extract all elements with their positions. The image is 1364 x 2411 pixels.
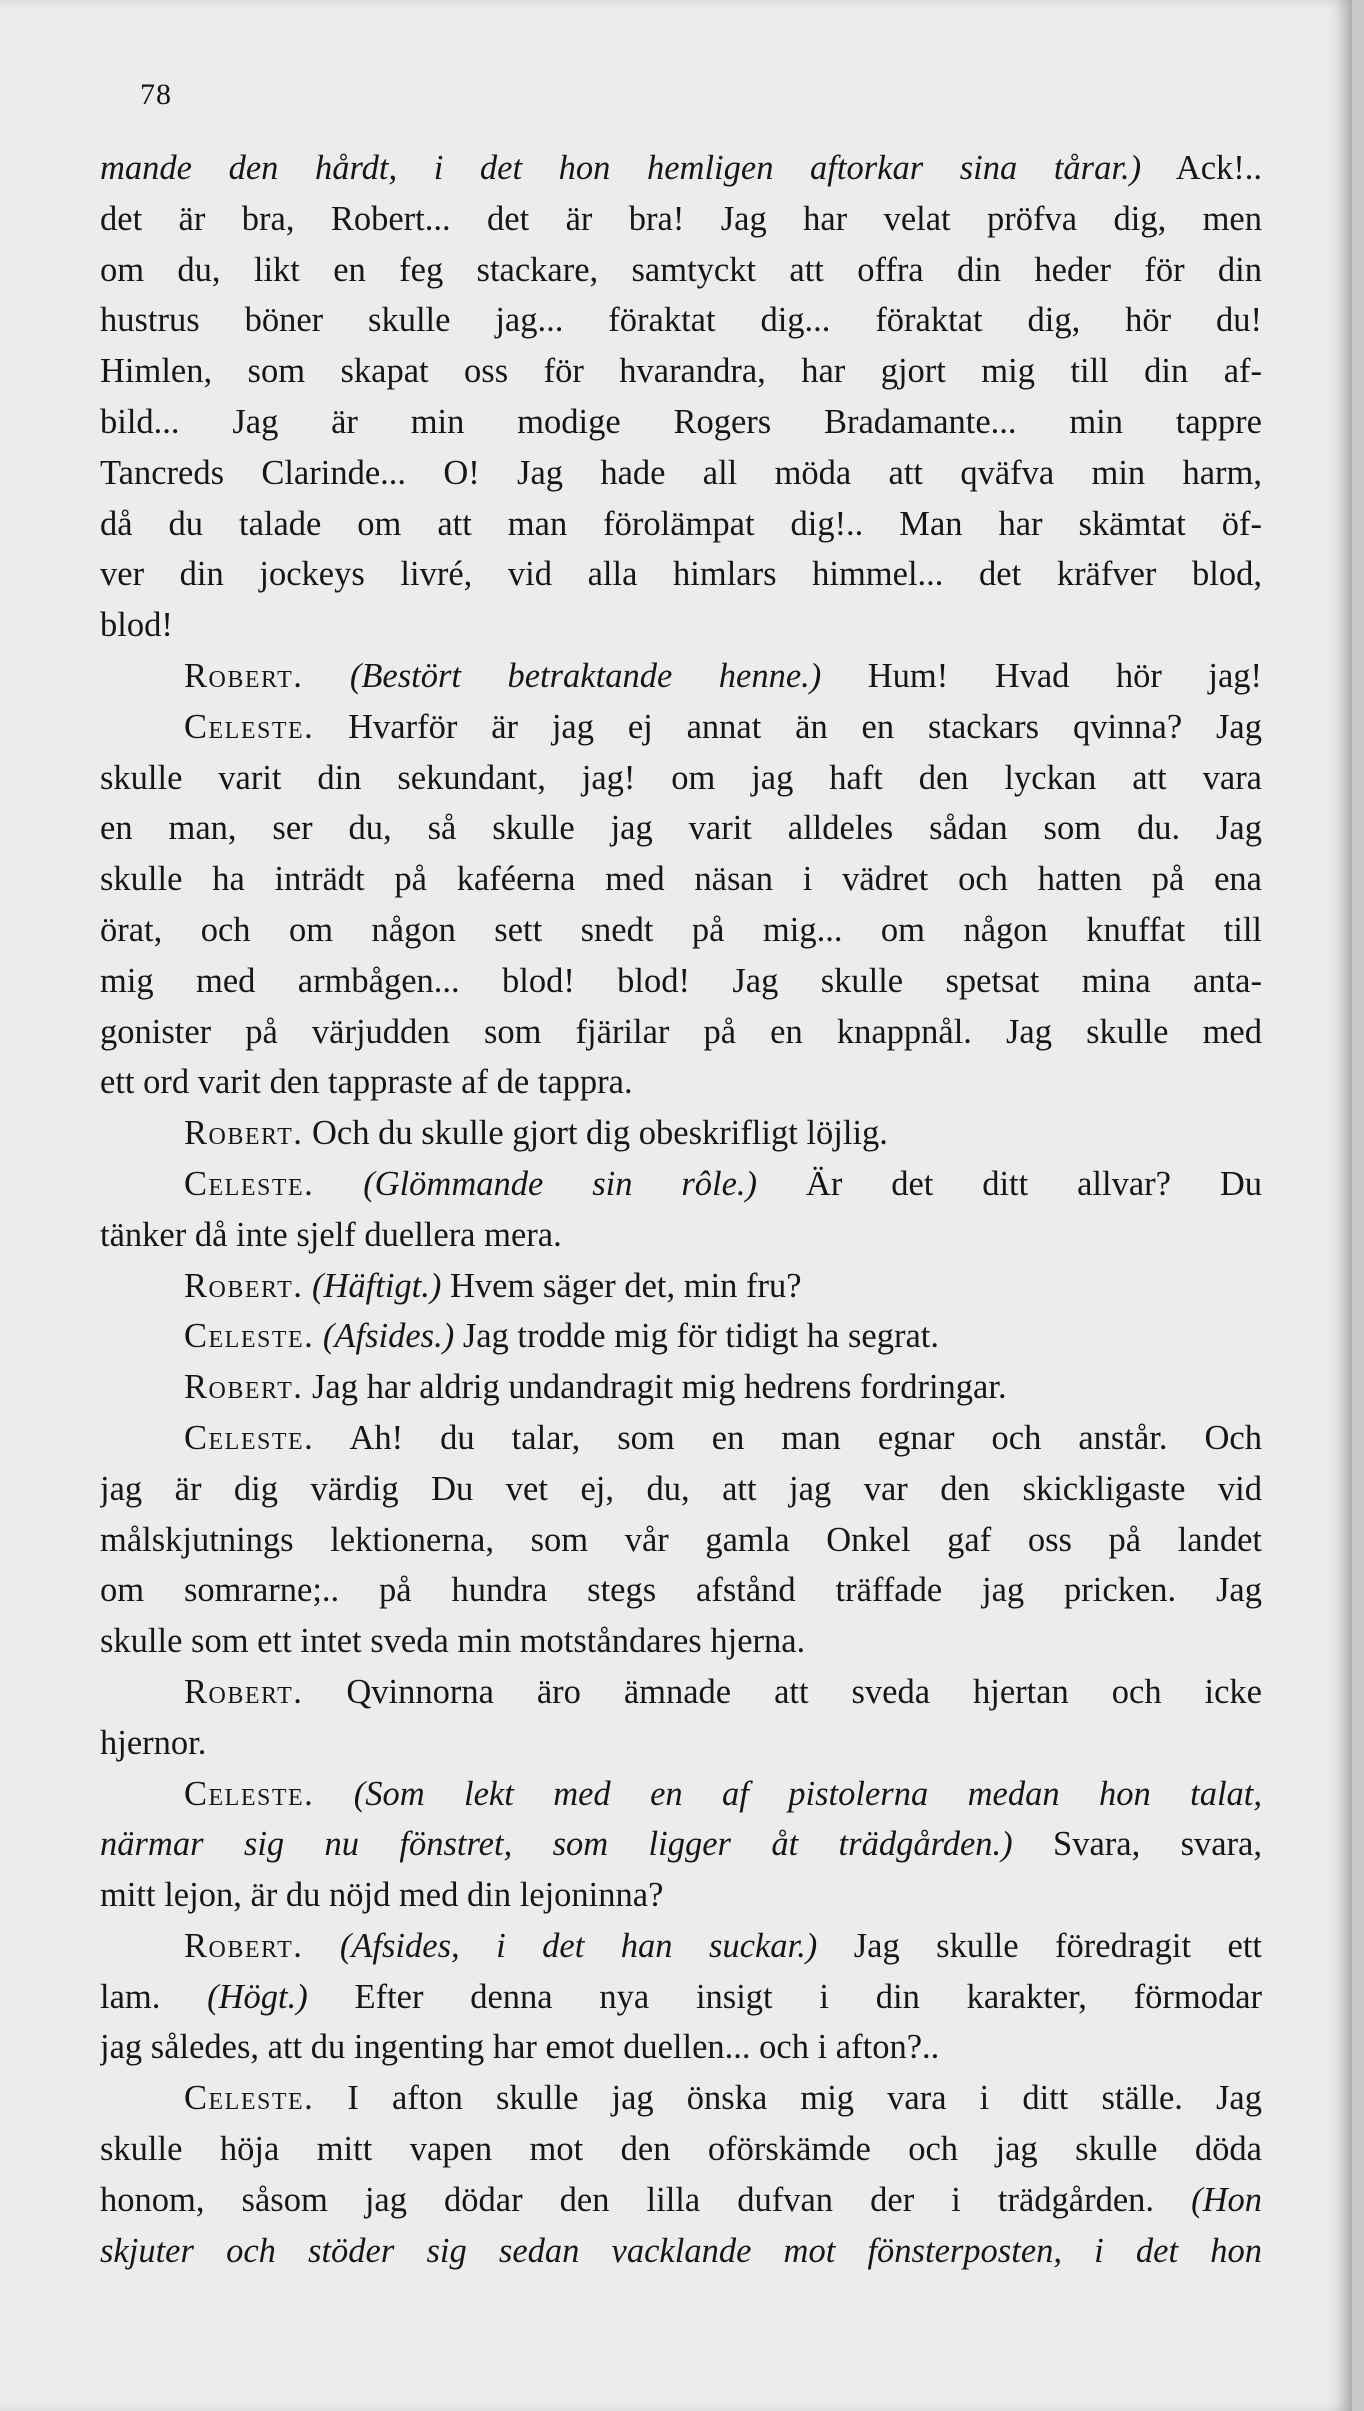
line-text: det är bra, Robert... det är bra! Jag har velat pröfva dig, men (100, 199, 1262, 238)
line-text: Jag skulle föredragit ett (817, 1926, 1262, 1965)
line-text: blod! (100, 606, 173, 645)
speaker-name: Celeste. (184, 2079, 315, 2118)
text-line (100, 1718, 1262, 1769)
page-number: 78 (140, 78, 172, 111)
line-text: Hvarför är jag ej annat än en stackars qvinna? Jag (314, 707, 1262, 746)
line-text: Qvinnorna äro ämnade att sveda hjertan och icke (303, 1672, 1262, 1711)
text-line (100, 2124, 1262, 2175)
text-line (100, 1921, 1262, 1972)
text-line (100, 956, 1262, 1007)
text-line (100, 2226, 1262, 2277)
text-line (100, 346, 1262, 397)
text-line (100, 1972, 1262, 2023)
line-text: då du talade om att man förolämpat dig!.. Man har skämtat öf- (100, 504, 1262, 543)
text-line (100, 1311, 1262, 1362)
speaker-name: Robert. (184, 656, 304, 695)
text-line (100, 1159, 1262, 1210)
text-line (100, 1007, 1262, 1058)
stage-direction: närmar sig nu fönstret, som ligger åt trädgården.) (100, 1825, 1013, 1864)
line-text: Himlen, som skapat oss för hvarandra, har gjort mig till din af- (100, 352, 1262, 391)
text-line (100, 702, 1262, 753)
text-line (100, 2073, 1262, 2124)
line-text: lam. (100, 1977, 208, 2016)
line-text: Är det ditt allvar? Du (757, 1164, 1262, 1203)
line-text: hjernor. (100, 1723, 207, 1762)
text-line (100, 1210, 1262, 1261)
stage-direction: (Som lekt med en af pistolerna medan hon talat, (353, 1774, 1262, 1813)
line-text (314, 1165, 363, 1203)
text-line (100, 1108, 1262, 1159)
line-text: Hum! Hvad hör jag! (821, 656, 1262, 695)
speaker-name: Celeste. (184, 707, 315, 746)
speaker-name: Robert. (184, 1926, 304, 1965)
text-line (100, 1464, 1262, 1515)
stage-direction: skjuter och stöder sig sedan vacklande mot fönsterposten, i det hon (100, 2231, 1262, 2270)
speaker-name: Robert. (184, 1114, 304, 1153)
text-line (100, 1667, 1262, 1718)
stage-direction: (Afsides, i det han suckar.) (339, 1926, 818, 1965)
line-text: skulle ha inträdt på kaféerna med näsan i vädret och hatten på ena (100, 860, 1262, 899)
text-line (100, 651, 1262, 702)
text-line (100, 803, 1262, 854)
text-line (100, 1413, 1262, 1464)
line-text: skulle varit din sekundant, jag! om jag haft den lyckan att vara (100, 758, 1262, 797)
text-line (100, 1870, 1262, 1921)
line-text: Jag trodde mig för tidigt ha segrat. (454, 1317, 939, 1356)
line-text: ver din jockeys livré, vid alla himlars himmel... det kräfver blod, (100, 555, 1262, 594)
line-text: skulle som ett intet sveda min motståndares hjerna. (100, 1622, 806, 1661)
line-text (303, 657, 349, 695)
text-line (100, 905, 1262, 956)
stage-direction: (Häftigt.) (312, 1266, 442, 1305)
speaker-name: Robert. (184, 1266, 304, 1305)
line-text (303, 1267, 312, 1305)
text-line (100, 245, 1262, 296)
line-text: honom, såsom jag dödar den lilla dufvan der i trädgården. (100, 2180, 1192, 2219)
line-text: om somrarne;.. på hundra stegs afstånd träffade jag pricken. Jag (100, 1571, 1262, 1610)
text-line (100, 448, 1262, 499)
line-text (314, 1775, 353, 1813)
text-line (100, 1362, 1262, 1413)
text-line (100, 194, 1262, 245)
line-text: Ah! du talar, som en man egnar och anstår. Och (314, 1418, 1262, 1457)
line-text: Svara, svara, (1012, 1825, 1262, 1864)
text-line (100, 295, 1262, 346)
line-text: mitt lejon, är du nöjd med din lejoninna? (100, 1876, 664, 1915)
text-line (100, 1515, 1262, 1566)
speaker-name: Celeste. (184, 1317, 315, 1356)
text-line (100, 1057, 1262, 1108)
text-line (100, 1769, 1262, 1820)
page-text (100, 143, 1262, 2276)
text-line (100, 2175, 1262, 2226)
text-line (100, 1261, 1262, 1312)
line-text: jag således, att du ingenting har emot duellen... och i afton?.. (100, 2028, 940, 2067)
line-text: bild... Jag är min modige Rogers Bradamante... min tappre (100, 402, 1262, 441)
line-text: ett ord varit den tappraste af de tappra. (100, 1063, 633, 1102)
line-text: om du, likt en feg stackare, samtyckt att offra din heder för din (100, 250, 1262, 289)
speaker-name: Robert. (184, 1368, 304, 1407)
text-line (100, 1819, 1262, 1870)
text-line (100, 549, 1262, 600)
text-line (100, 1616, 1262, 1667)
text-line (100, 143, 1262, 194)
text-line (100, 1565, 1262, 1616)
stage-direction: (Hon (1191, 2180, 1262, 2219)
line-text: I afton skulle jag önska mig vara i ditt ställe. Jag (314, 2079, 1262, 2118)
line-text: Tancreds Clarinde... O! Jag hade all möda att qväfva min harm, (100, 453, 1262, 492)
text-line (100, 499, 1262, 550)
stage-direction: (Glömmande sin rôle.) (363, 1164, 758, 1203)
speaker-name: Celeste. (184, 1164, 315, 1203)
text-line (100, 753, 1262, 804)
line-text (303, 1927, 339, 1965)
line-text: en man, ser du, så skulle jag varit alldeles sådan som du. Jag (100, 809, 1262, 848)
stage-direction: (Högt.) (207, 1977, 308, 2016)
speaker-name: Celeste. (184, 1418, 315, 1457)
line-text: tänker då inte sjelf duellera mera. (100, 1215, 562, 1254)
line-text: örat, och om någon sett snedt på mig... om någon knuffat till (100, 910, 1262, 949)
line-text: Ack!.. (1141, 149, 1262, 187)
line-text: Efter denna nya insigt i din karakter, förmodar (307, 1977, 1262, 2016)
line-text: Hvem säger det, min fru? (441, 1266, 802, 1305)
line-text (314, 1317, 323, 1355)
line-text: målskjutnings lektionerna, som vår gamla Onkel gaf oss på landet (100, 1520, 1262, 1559)
line-text: mig med armbågen... blod! blod! Jag skulle spetsat mina anta- (100, 961, 1262, 1000)
speaker-name: Robert. (184, 1672, 304, 1711)
stage-direction: (Bestört betraktande henne.) (349, 656, 822, 695)
stage-direction: mande den hårdt, i det hon hemligen aftorkar sina tårar.) (100, 149, 1142, 187)
text-line (100, 2022, 1262, 2073)
line-text: Jag har aldrig undandragit mig hedrens fordringar. (303, 1368, 1007, 1407)
text-line (100, 397, 1262, 448)
line-text: gonister på värjudden som fjärilar på en knappnål. Jag skulle med (100, 1012, 1262, 1051)
line-text: hustrus böner skulle jag... föraktat dig... föraktat dig, hör du! (100, 301, 1262, 340)
speaker-name: Celeste. (184, 1774, 315, 1813)
line-text: jag är dig värdig Du vet ej, du, att jag var den skickligaste vid (100, 1469, 1262, 1508)
text-line (100, 854, 1262, 905)
stage-direction: (Afsides.) (322, 1317, 455, 1356)
text-line (100, 600, 1262, 651)
line-text: skulle höja mitt vapen mot den oförskämde och jag skulle döda (100, 2130, 1262, 2169)
line-text: Och du skulle gjort dig obeskrifligt löjlig. (303, 1114, 888, 1153)
